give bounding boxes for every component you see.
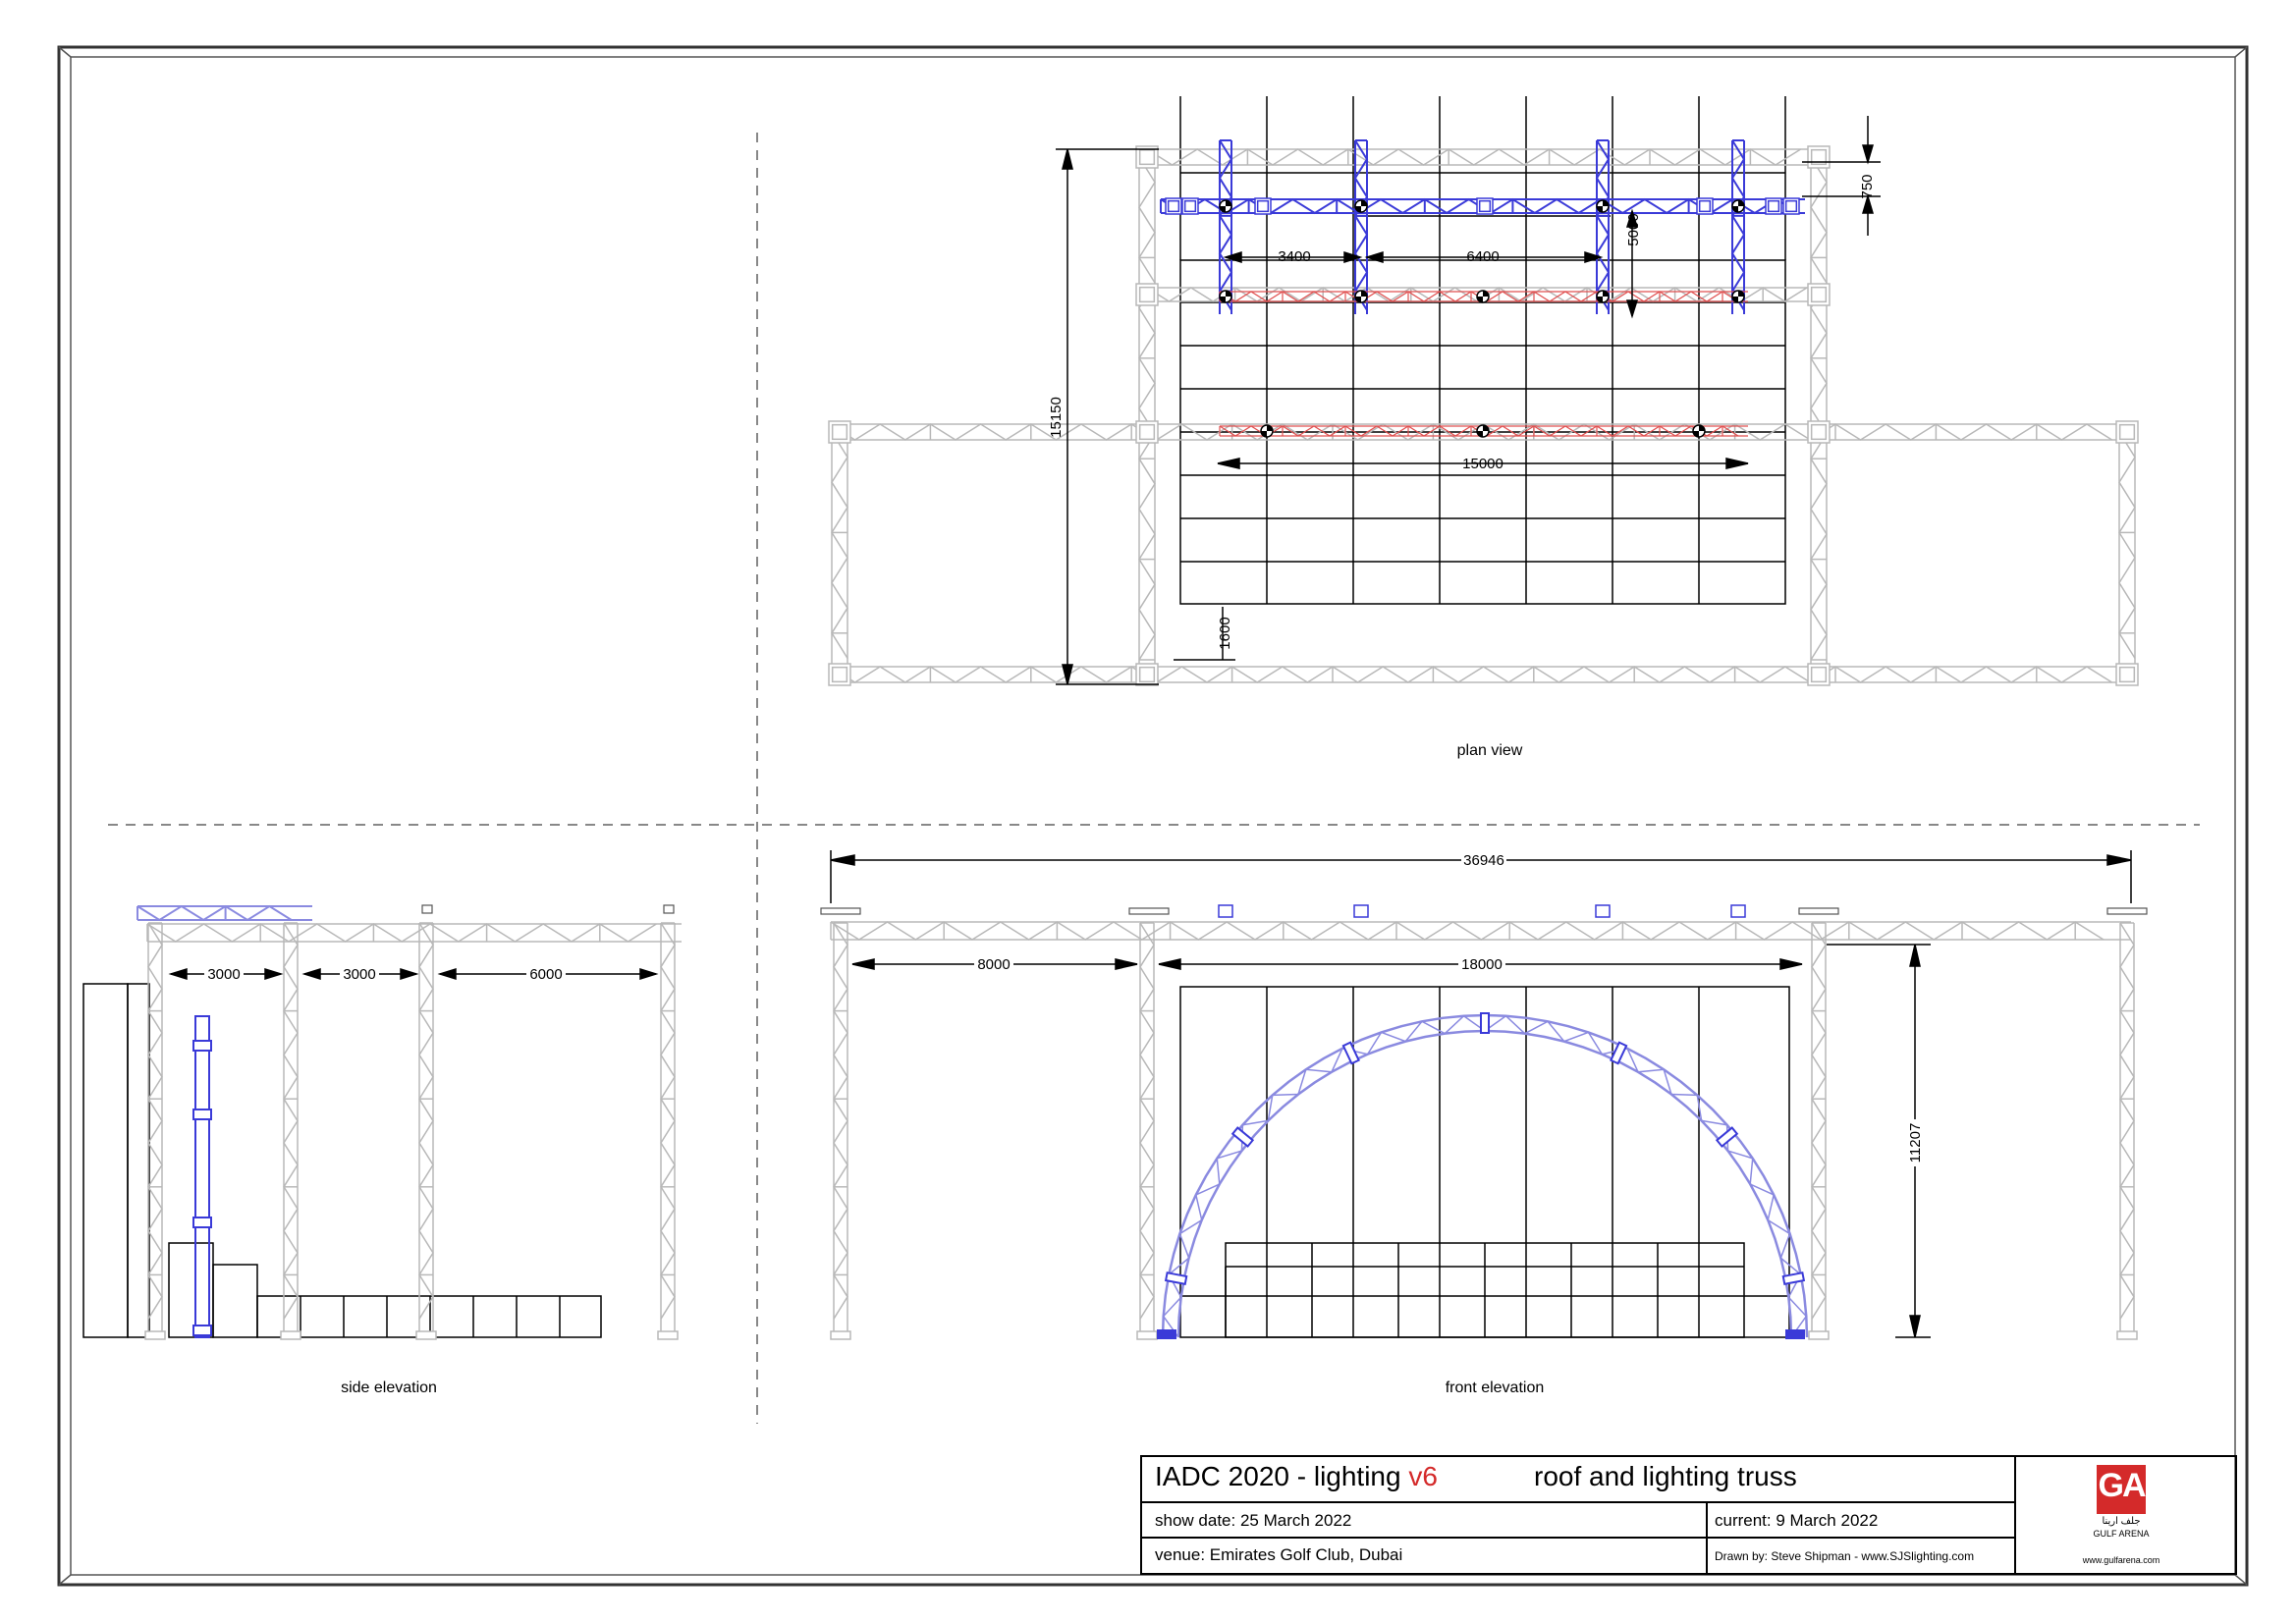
plan-corner-block [1808,664,1830,685]
plan-corner-block [2116,664,2138,685]
front-dimensions [831,850,2131,1337]
front-top-truss [831,922,2131,940]
fixture-icon [1693,425,1705,437]
plan-corner-block [1808,421,1830,443]
truss-lacing [1355,140,1367,310]
side-top-cap [664,905,674,913]
front-upright [834,923,847,1337]
dim-6400: 6400 [1466,248,1500,265]
drawn-by: Drawn by: Steve Shipman - www.SJSlighting.com [1715,1549,1975,1563]
side-base-plate [281,1331,301,1339]
truss-lacing [831,922,2104,940]
block-inner [1140,668,1155,682]
side-upright [661,923,675,1337]
plan-view [829,96,2138,759]
block-inner [833,425,847,440]
side-elevation-view [83,905,682,1396]
venue: venue: Emirates Golf Club, Dubai [1155,1545,1403,1564]
front-dim-left: 8000 [977,956,1011,973]
plan-truss-right-inner [1811,157,1827,675]
fixture-icon [1732,200,1744,212]
side-dim-a: 3000 [207,966,241,983]
side-blue-clamp [193,1109,211,1119]
block-inner [2120,425,2135,440]
side-top-cap [422,905,432,913]
front-top-cap [1799,908,1838,914]
dim-15150: 15150 [1048,397,1065,438]
truss-lacing [832,432,847,658]
truss-lacing [2119,432,2135,658]
fixture-icon [1732,291,1744,302]
plan-corner-block [1136,421,1158,443]
front-elevation-label: front elevation [1445,1380,1545,1396]
block-inner [1169,201,1179,212]
plan-truss-rear [830,667,2137,682]
front-arch-truss [1157,1013,1807,1339]
side-elevation-label: side elevation [341,1380,437,1396]
block-inner [1140,288,1155,302]
fixture-icon [1220,200,1231,212]
truss-lacing [1140,923,1154,1319]
dim-3400: 3400 [1278,248,1311,265]
plan-view-label: plan view [1456,742,1523,759]
plan-corner-block [1808,146,1830,168]
truss-lacing [284,923,298,1319]
block-inner [833,668,847,682]
truss-lacing [2120,923,2134,1319]
block-inner [1140,425,1155,440]
front-dim-overall: 36946 [1463,852,1504,869]
logo-name: GULF ARENA [2093,1529,2150,1539]
plan-red-truss [1220,292,1748,436]
arch-joint-plate [1481,1013,1489,1033]
front-blue-hoist [1731,905,1745,917]
drawing-title: roof and lighting truss [1534,1461,1797,1491]
truss-lacing [1139,157,1155,660]
truss-lacing [830,667,2112,682]
truss-lacing [148,923,162,1319]
block-inner [1769,201,1779,212]
arch-foot-right [1785,1329,1805,1339]
dim-1600: 1600 [1217,617,1233,650]
plan-truss-left-outer [832,432,847,675]
front-top-cap [821,908,860,914]
project-title [1155,1461,1438,1492]
fixture-icon [1261,425,1273,437]
truss-lacing [137,906,292,920]
arch-foot-left [1157,1329,1176,1339]
fixture-icon [1597,291,1609,302]
truss-lacing [1220,140,1231,310]
truss-lacing [1147,149,1801,165]
block-inner [1812,668,1827,682]
logo-arabic: جلف ارينا [2102,1516,2141,1527]
show-date: show date: 25 March 2022 [1155,1511,1352,1530]
truss-lacing [147,924,656,942]
front-upright [1812,923,1826,1337]
dim-15000: 15000 [1462,456,1503,472]
version-label: v6 [1408,1461,1438,1491]
side-blue-top-truss [137,906,312,920]
front-blue-hoist [1354,905,1368,917]
sheet-frame [59,47,2247,1585]
block-inner [2120,668,2135,682]
plan-corner-block [2116,421,2138,443]
logo-url: www.gulfarena.com [2082,1555,2160,1565]
front-base-plate [831,1331,850,1339]
side-base-plate [416,1331,436,1339]
project-name: IADC 2020 - lighting [1155,1461,1401,1491]
truss-lacing [419,923,433,1319]
side-dim-b: 3000 [343,966,376,983]
front-dim-center: 18000 [1461,956,1503,973]
side-dimensions [171,969,656,979]
plan-screen-grid [1180,96,1785,604]
logo-mark: GA [2098,1467,2145,1504]
side-top-truss [147,924,682,942]
side-upright [419,923,433,1337]
plan-blue-block [1182,198,1198,214]
side-blue-clamp [193,1325,211,1335]
arch-joint-plate [1166,1272,1186,1284]
front-elevation-view [821,850,2147,1396]
plan-truss-top [1147,149,1825,165]
fixture-icon [1220,291,1231,302]
side-upright [148,923,162,1337]
fixture-icon [1597,200,1609,212]
block-inner [1480,201,1491,212]
side-dim-c: 6000 [529,966,563,983]
block-inner [1258,201,1269,212]
plan-corner-block [1136,284,1158,305]
truss-lacing [661,923,675,1319]
fixture-icon [1477,425,1489,437]
plan-blue-block [1697,198,1713,214]
block-inner [1786,201,1797,212]
front-base-plate [2117,1331,2137,1339]
plan-corner-block [1136,664,1158,685]
truss-lacing [1812,923,1826,1319]
side-blue-column [195,1016,209,1337]
plan-blue-block [1255,198,1271,214]
front-top-cap [2107,908,2147,914]
side-base-plate [658,1331,678,1339]
truss-lacing [1732,140,1744,310]
front-blue-hoist [1219,905,1232,917]
plan-truss-left-inner [1139,157,1155,675]
block-inner [1185,201,1196,212]
plan-blue-block [1783,198,1799,214]
plan-blue-block [1166,198,1181,214]
plan-blue-block [1766,198,1781,214]
front-upright [1140,923,1154,1337]
side-blue-clamp [193,1217,211,1227]
plan-corner-block [829,421,850,443]
plan-dimension-labels [1048,174,1876,649]
truss-lacing [1597,140,1609,310]
fixture-icon [1355,200,1367,212]
plan-corner-block [829,664,850,685]
fixture-icon [1477,291,1489,302]
dim-5000: 5000 [1625,213,1642,246]
block-inner [1700,201,1711,212]
side-blue-clamp [193,1041,211,1051]
plan-corner-block [1808,284,1830,305]
front-dim-height: 11207 [1907,1122,1924,1163]
plan-fixtures [1220,200,1744,437]
front-top-cap [1129,908,1169,914]
truss-lacing [1811,157,1827,660]
plan-blue-block [1477,198,1493,214]
side-base-plate [145,1331,165,1339]
current-date: current: 9 March 2022 [1715,1511,1879,1530]
plan-truss-right-outer [2119,432,2135,675]
arch-joint-plate [1343,1043,1359,1064]
front-blue-hoist [1596,905,1610,917]
dim-750: 750 [1859,174,1876,199]
block-inner [1140,150,1155,165]
side-upright [284,923,298,1337]
front-base-plate [1809,1331,1829,1339]
fixture-icon [1355,291,1367,302]
front-base-plate [1137,1331,1157,1339]
front-upright [2120,923,2134,1337]
side-stage-blocks [83,984,601,1337]
truss-lacing [834,923,847,1319]
block-inner [1812,425,1827,440]
block-inner [1812,288,1827,302]
front-screen [1180,987,1789,1337]
arch-joint-plate [1783,1272,1804,1284]
